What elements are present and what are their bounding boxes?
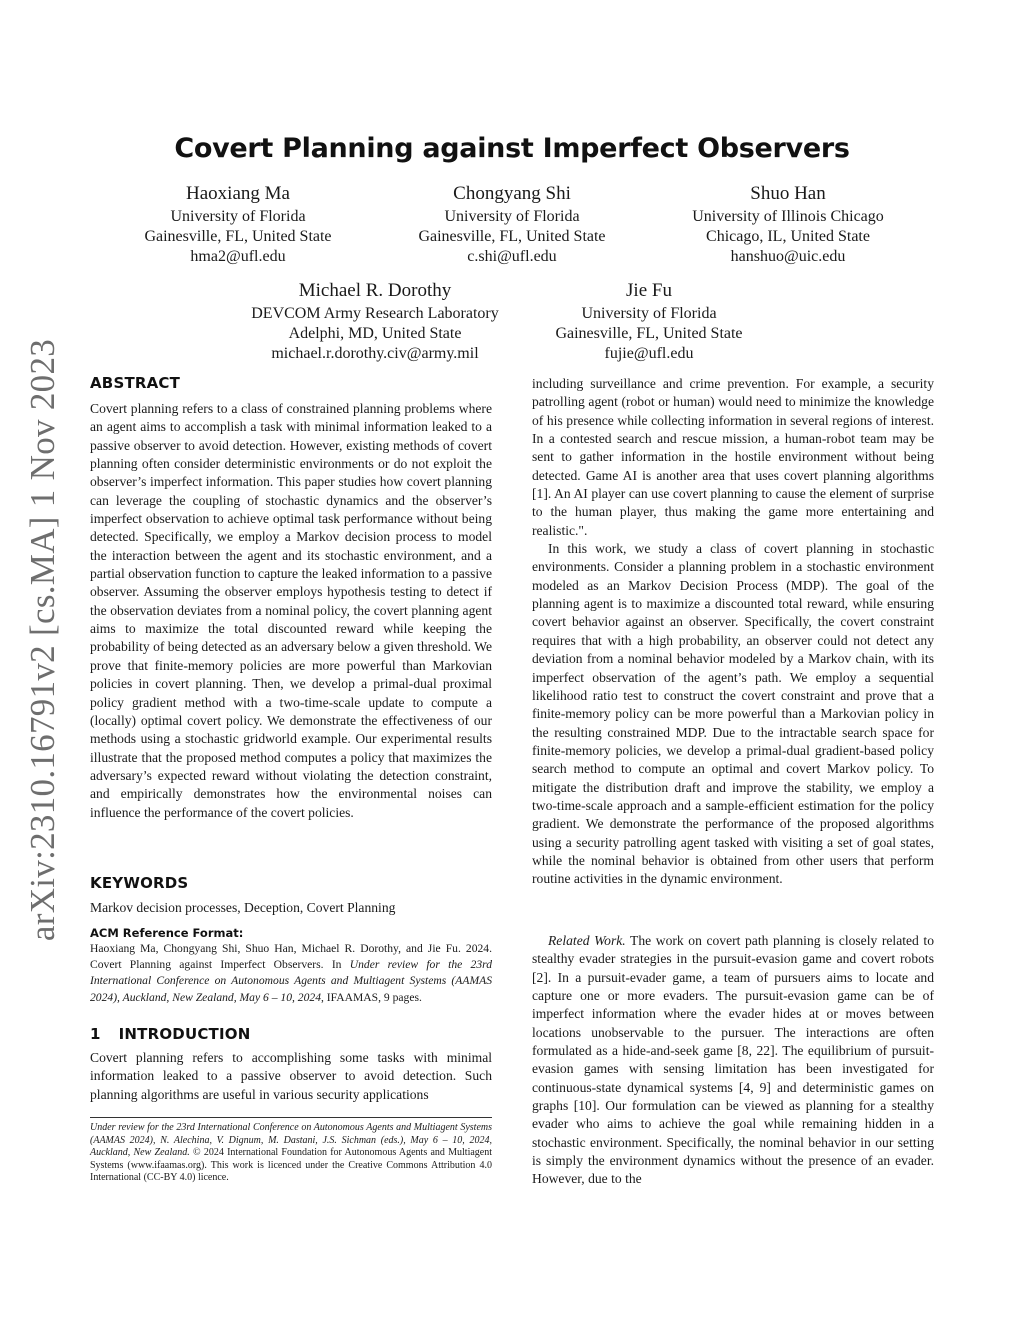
author-block bbox=[412, 182, 612, 267]
author-name: Chongyang Shi bbox=[453, 183, 571, 204]
arxiv-identifier-stamp: arXiv:2310.16791v2 [cs.MA] 1 Nov 2023 bbox=[23, 338, 62, 942]
author-email: hma2@ufl.edu bbox=[190, 248, 286, 265]
author-location: Gainesville, FL, United State bbox=[418, 228, 606, 245]
acm-reference-venue: Under review for the 23rd International Conference on Autonomous Agents and Multiagent Systems (AAMAS 2024), Auckland, New Zealand, May 6 – 10, 2024 bbox=[90, 958, 492, 1004]
author-affiliation: University of Illinois Chicago bbox=[692, 208, 884, 225]
author-affiliation: University of Florida bbox=[581, 305, 717, 322]
author-name: Jie Fu bbox=[626, 280, 672, 301]
author-affiliation: University of Florida bbox=[444, 208, 580, 225]
section-number: 1 bbox=[90, 1025, 101, 1043]
author-email: c.shi@ufl.edu bbox=[467, 248, 557, 265]
author-email: michael.r.dorothy.civ@army.mil bbox=[271, 345, 479, 362]
related-work-text: The work on covert path planning is closely related to stealthy evader strategies in the pursuit-evasion game and covert robots [2]. In a pursuit-evader game, a team of pursuers aims to locate and capture one or more evaders. The pursuit-evasion game can be of imperfect information where the evader hides at or moves between locations unobservable to the pursuer. The interactions are often formulated as a hide-and-seek game [8, 22]. The equilibrium of pursuit-evasion games with sensing limitation has been investigated for continuous-state dynamical systems [4, 9] and deterministic games on graphs [10]. Our formulation can be viewed as planning for a stealthy evader who aims to achieve the goal while remaining hidden in a stochastic environment. Specifically, the nominal behavior in our setting is simply the environment dynamics without the presence of an evader. However, due to the bbox=[532, 933, 934, 1187]
author-location: Adelphi, MD, United State bbox=[288, 325, 462, 342]
acm-reference-heading: ACM Reference Format: bbox=[90, 926, 244, 940]
introduction-heading bbox=[90, 1025, 250, 1043]
author-block bbox=[138, 182, 338, 267]
author-location: Chicago, IL, United State bbox=[706, 228, 870, 245]
acm-reference-body bbox=[90, 941, 492, 1006]
related-work-paragraph bbox=[532, 932, 934, 1189]
paper-title: Covert Planning against Imperfect Observers bbox=[174, 133, 850, 164]
related-work-label: Related Work. bbox=[548, 933, 626, 948]
acm-reference-text: Haoxiang Ma, Chongyang Shi, Shuo Han, Michael R. Dorothy, and Jie Fu. 2024. Covert Planning against Imperfect Observers. In bbox=[90, 942, 492, 972]
footnote-divider bbox=[90, 1117, 492, 1118]
introduction-paragraph: Covert planning refers to accomplishing some tasks with minimal information leaked to a passive observer to avoid detection. Such planning algorithms are useful in various security applications bbox=[90, 1050, 492, 1102]
author-location: Gainesville, FL, United State bbox=[555, 325, 743, 342]
introduction-right-text bbox=[532, 375, 934, 889]
author-affiliation: University of Florida bbox=[170, 208, 306, 225]
abstract-text: Covert planning refers to a class of constrained planning problems where an agent aims to accomplish a task with minimal information leaked to a passive observer to avoid detection. However, existing methods of covert planning often consider deterministic environments or do not exploit the observer’s imperfect information. This paper studies how covert planning can leverage the coupling of stochastic dynamics and the observer’s imperfect observation to achieve optimal task performance without being detected. Specifically, we employ a Markov decision process to model the interaction between the agent and its stochastic environment, and a partial observation function to capture the leaked information to a passive observer. Assuming the observer employs hypothesis testing to detect if the observation deviates from a nominal policy, the covert planning agent aims to maximize the total discounted reward while keeping the probability of being detected as an adversary below a given threshold. We prove that finite-memory policies are more powerful than Markovian policies in covert planning. Then, we develop a primal-dual proximal policy gradient method with a two-time-scale update to compute a (locally) optimal covert policy. We demonstrate the effectiveness of our methods using a stochastic gridworld example. Our experimental results illustrate that the proposed method computes a policy that maximizes the adversary’s expected reward without violating the detection constraint, and empirically demonstrates how the environmental noises can influence the performance of the covert policies. bbox=[90, 401, 492, 820]
author-block bbox=[548, 279, 750, 364]
author-location: Gainesville, FL, United State bbox=[144, 228, 332, 245]
author-block bbox=[238, 279, 512, 364]
author-name: Shuo Han bbox=[750, 183, 826, 204]
introduction-paragraph: In this work, we study a class of covert planning in stochastic environments. Consider a planning problem in a stochastic environment modeled as an Markov Decision Process (MDP). The goal of the planning agent is to maximize a discounted total reward, while ensuring covert behavior against an observer. Specifically, the covert constraint requires that with a high probability, an observer could not detect any deviation from a nominal behavior modeled by a Markov chain, with its imperfect observation of the agent’s path. We employ a sequential likelihood ratio test to construct the covert constraint and prove that a finite-memory policy can be more powerful than a Markovian policy in the resulting constrained MDP. Due to the intractable search space for finite-memory policies, we develop a primal-dual gradient-based policy search method to compute an optimal and covert Markov policy. To mitigate the distribution draft and improve the stability, we employ a two-time-scale approach and a sample-efficient estimation for the policy gradient. We demonstrate the performance of the proposed algorithms using a security patrolling agent tasked with visiting a set of goal states, while the nominal behavior is obtained from other users that perform routine activities in the dynamic environment. bbox=[532, 541, 934, 887]
author-block bbox=[672, 182, 904, 267]
author-name: Michael R. Dorothy bbox=[298, 280, 452, 301]
keywords-text: Markov decision processes, Deception, Covert Planning bbox=[90, 900, 396, 915]
footnote-license: © 2024 International Foundation for Autonomous Agents and Multiagent Systems (www.ifaamas.org). This work is licenced under the Creative Commons Attribution 4.0 International (CC-BY 4.0) licence. bbox=[90, 1147, 493, 1183]
keywords-heading: KEYWORDS bbox=[90, 874, 189, 892]
author-email: hanshuo@uic.edu bbox=[730, 248, 846, 265]
author-name: Haoxiang Ma bbox=[186, 183, 290, 204]
acm-reference-suffix: , IFAAMAS, 9 pages. bbox=[321, 990, 422, 1004]
introduction-left-text bbox=[90, 1049, 492, 1104]
section-title: INTRODUCTION bbox=[118, 1025, 251, 1043]
abstract-heading: ABSTRACT bbox=[90, 374, 181, 392]
footnote-venue: Under review for the 23rd International Conference on Autonomous Agents and Multiagent Systems (AAMAS 2024), N. Alechina, V. Dignum, M. Dastani, J.S. Sichman (eds.), May 6 – 10, 2024, Auckland, New Zealand. bbox=[90, 1122, 492, 1158]
footnote bbox=[90, 1122, 492, 1185]
author-email: fujie@ufl.edu bbox=[604, 345, 694, 362]
abstract-body bbox=[90, 400, 492, 822]
author-affiliation: DEVCOM Army Research Laboratory bbox=[251, 305, 499, 322]
introduction-paragraph: including surveillance and crime prevention. For example, a security patrolling agent (robot or human) would need to minimize the knowledge of his presence while collecting information in several regions of interest. In a contested search and rescue mission, a human-robot team may be sent to gather information in the hostile environment without being detected. Game AI is another area that uses covert planning algorithms [1]. An AI player can use covert planning to cause the element of surprise to the human player, thus making the game more entertaining and realistic.". bbox=[532, 376, 934, 538]
